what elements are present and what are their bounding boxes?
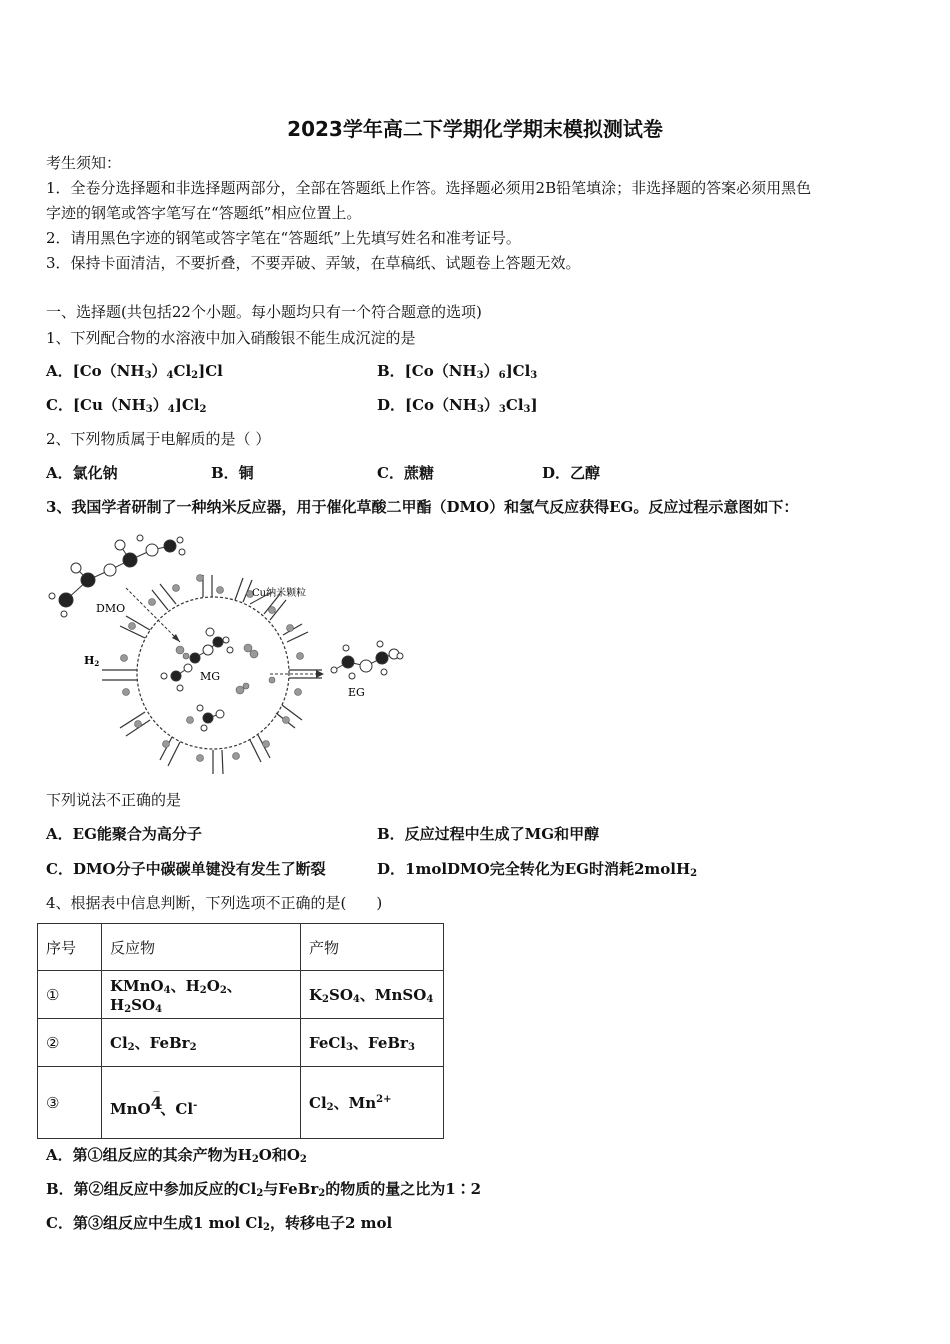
notice-item-1a: 1．全卷分选择题和非选择题两部分，全部在答题纸上作答。选择题必须用2B铅笔填涂；非选择题的答案必须用黑色 [46, 179, 812, 197]
q2-stem: 2、下列物质属于电解质的是（ ） [46, 430, 271, 448]
table-row [38, 971, 444, 1019]
eg-label: EG [348, 686, 365, 699]
row-no: ③ [38, 1067, 102, 1139]
mg-molecule [161, 628, 233, 731]
q3-option-c: C．DMO分子中碳碳单键没有发生了断裂 [46, 860, 326, 878]
header-reactants: 反应物 [102, 924, 301, 971]
table-row [38, 1019, 444, 1067]
section-heading: 一、选择题(共包括22个小题。每小题均只有一个符合题意的选项) [46, 303, 482, 321]
q4-option-b: B．第②组反应中参加反应的$Cl_2$与FeBr$_2$的物质的量之比为1∶2 [46, 1180, 482, 1199]
q1-option-a: A．$[Co(NH_3)_4Cl_2]Cl$ [46, 362, 223, 381]
dmo-label: DMO [96, 602, 126, 615]
q2-option-c: C．蔗糖 [377, 464, 434, 482]
nanoreactor-figure [40, 530, 420, 780]
q1-option-b: B．$[Co(NH_3)_6]Cl_3$ [377, 362, 538, 381]
header-no: 序号 [38, 924, 102, 971]
q2-option-d: D．乙醇 [542, 464, 601, 482]
q4-option-a: A．第①组反应的其余产物为$H_2O$和$O_2$ [46, 1146, 307, 1165]
q3-stem: 3、我国学者研制了一种纳米反应器，用于催化草酸二甲酯（DMO）和氢气反应获得EG。反应过程示意图如下： [46, 498, 799, 516]
cu-particles [121, 575, 307, 762]
q3-question: 下列说法不正确的是 [46, 791, 182, 809]
notice-item-3: 3．保持卡面清洁，不要折叠，不要弄破、弄皱，在草稿纸、试题卷上答题无效。 [46, 254, 581, 272]
row-products: $Cl_2$、$Mn^{2+}$ [301, 1067, 444, 1139]
q3-option-d: D．1molDMO完全转化为EG时消耗2molH$_2$ [377, 860, 698, 879]
q2-option-b: B．铜 [211, 464, 254, 482]
notice-item-2: 2．请用黑色字迹的钢笔或答字笔在“答题纸”上先填写姓名和准考证号。 [46, 229, 521, 247]
q3-option-b: B．反应过程中生成了MG和甲醇 [377, 825, 600, 843]
header-products: 产物 [301, 924, 444, 971]
row-reactants: KMnO$_4$、$H_2O_2$、$H_2SO_4$ [102, 971, 301, 1019]
q1-option-d: D．$[Co(NH_3)_3Cl_3]$ [377, 396, 538, 415]
mg-label: MG [200, 670, 221, 683]
q4-option-c: C．第③组反应中生成1 mol $Cl_2$，转移电子2 mol [46, 1214, 393, 1233]
q1-stem: 1、下列配合物的水溶液中加入硝酸银不能生成沉淀的是 [46, 329, 416, 347]
row-products: $K_2SO_4$、MnSO$_4$ [301, 971, 444, 1019]
q2-option-a: A．氯化钠 [46, 464, 118, 482]
table-row [38, 1067, 444, 1139]
q1-option-c: C．$[Cu(NH_3)_4]Cl_2$ [46, 396, 207, 415]
notice-heading: 考生须知： [46, 154, 122, 172]
q3-option-a: A．EG能聚合为高分子 [46, 825, 202, 843]
cu-label: Cu纳米颗粒 [252, 588, 307, 599]
page-title: 2023学年高二下学期化学期末模拟测试卷 [287, 117, 663, 141]
reaction-table [37, 923, 444, 1139]
eg-molecule [331, 641, 403, 679]
row-products: FeCl$_3$、FeBr$_3$ [301, 1019, 444, 1067]
row-reactants: MnO4－、Cl- [102, 1067, 301, 1139]
row-no: ① [38, 971, 102, 1019]
table-header-row [38, 924, 444, 971]
h2-label: H2 [84, 654, 100, 668]
row-reactants: $Cl_2$、FeBr$_2$ [102, 1019, 301, 1067]
notice-item-1b: 字迹的钢笔或答字笔写在“答题纸”相应位置上。 [46, 204, 362, 222]
row-no: ② [38, 1019, 102, 1067]
q4-stem: 4、根据表中信息判断，下列选项不正确的是( ) [46, 894, 383, 912]
